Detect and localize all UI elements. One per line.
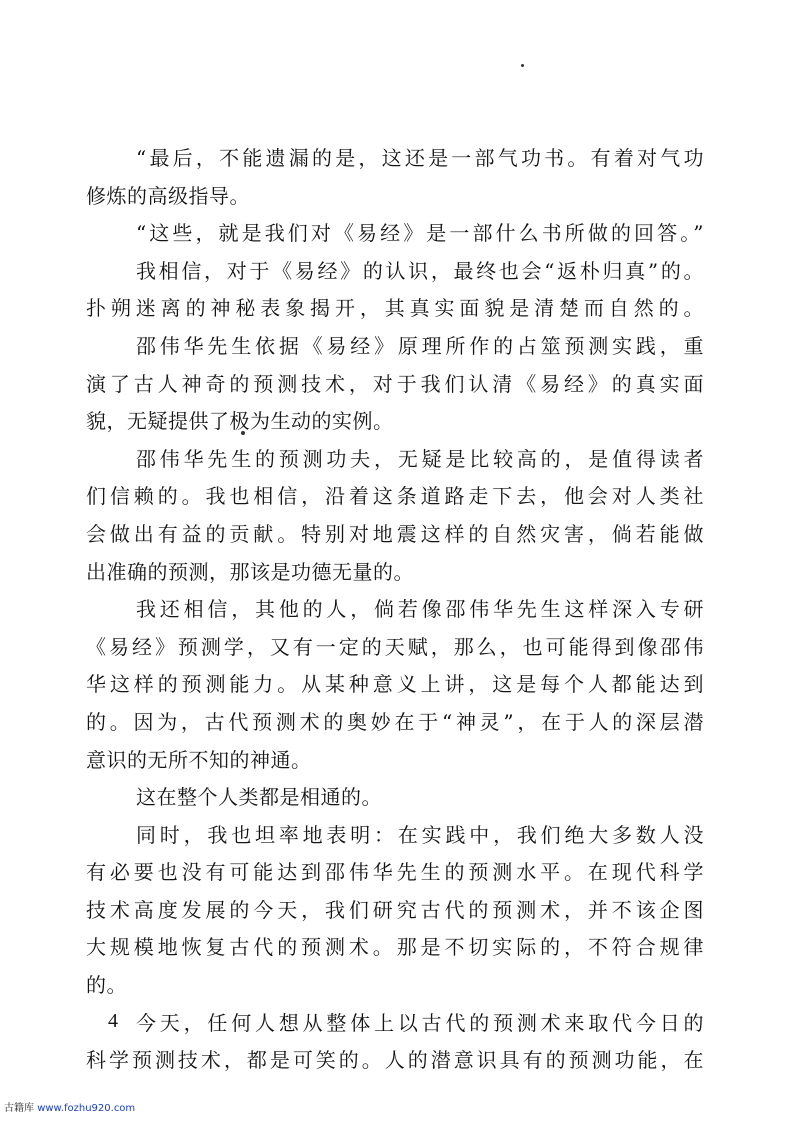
- text-line: 大规模地恢复古代的预测术。那是不切实际的，不符合规律: [86, 935, 704, 960]
- text-line: 修炼的高级指导。: [86, 183, 250, 208]
- text-line: 科学预测技术，都是可笑的。人的潜意识具有的预测功能，在: [86, 1048, 704, 1073]
- text-line: 我相信，对于《易经》的认识，最终也会“返朴归真”的。: [136, 258, 704, 283]
- text-line: 意识的无所不知的神通。: [86, 747, 312, 772]
- text-line: 华这样的预测能力。从某种意义上讲，这是每个人都能达到: [86, 672, 704, 697]
- body-text: [86, 140, 704, 1080]
- text-line: “最后，不能遗漏的是，这还是一部气功书。有着对气功: [136, 146, 704, 170]
- watermark-site-name: 古籍库: [4, 1103, 34, 1114]
- watermark-url[interactable]: www.fozhu920.com: [37, 1103, 136, 1114]
- text-line: 今天，任何人想从整体上以古代的预测术来取代今日的: [136, 1010, 704, 1035]
- text-line: 貌，无疑提供了极为生动的实例。: [86, 409, 394, 434]
- watermark[interactable]: [4, 1099, 135, 1114]
- text-line: 们信赖的。我也相信，沿着这条道路走下去，他会对人类社: [86, 484, 704, 509]
- page-number: 4: [108, 1010, 118, 1032]
- text-line: 的。因为，古代预测术的奥妙在于“神灵”，在于人的深层潜: [86, 709, 704, 734]
- text-line: 这在整个人类都是相通的。: [136, 785, 382, 810]
- text-line: 的。: [86, 973, 127, 998]
- text-line: 我还相信，其他的人，倘若像邵伟华先生这样深入专研: [136, 597, 704, 622]
- text-line: 同时，我也坦率地表明：在实践中，我们绝大多数人没: [136, 822, 704, 847]
- scan-speck: [521, 64, 524, 67]
- text-line: 出准确的预测，那该是功德无量的。: [86, 559, 414, 584]
- text-line: 会做出有益的贡献。特别对地震这样的自然灾害，倘若能做: [86, 521, 704, 546]
- text-line: 《易经》预测学，又有一定的天赋，那么，也可能得到像邵伟: [86, 634, 704, 659]
- text-line: 邵伟华先生的预测功夫，无疑是比较高的，是值得读者: [136, 446, 704, 471]
- text-line: 有必要也没有可能达到邵伟华先生的预测水平。在现代科学: [86, 860, 704, 885]
- text-line: 演了古人神奇的预测技术，对于我们认清《易经》的真实面: [86, 371, 704, 396]
- text-line: 技术高度发展的今天，我们研究古代的预测术，并不该企图: [86, 897, 704, 922]
- text-line: “这些，就是我们对《易经》是一部什么书所做的回答。”: [136, 221, 704, 246]
- text-line: 扑朔迷离的神秘表象揭开，其真实面貌是清楚而自然的。: [86, 296, 704, 321]
- text-line: 邵伟华先生依据《易经》原理所作的占筮预测实践，重: [136, 333, 704, 358]
